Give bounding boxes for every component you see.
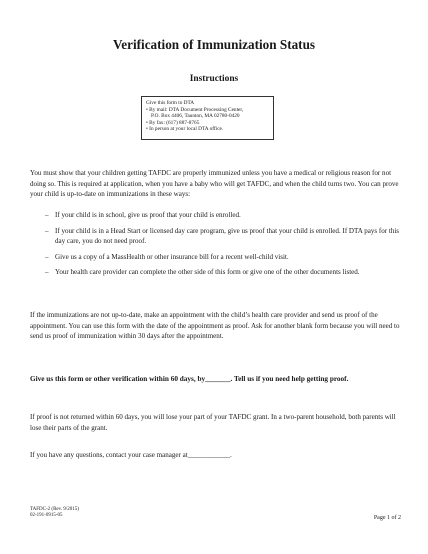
- box-line: Give this form to DTA: [146, 100, 195, 106]
- list-item-text: Your health care provider can complete the other side of this form or give one of the other documents listed.: [55, 268, 360, 277]
- not-up-to-date-paragraph: If the immunizations are not up-to-date, make an appointment with the child’s health care provider and send us proof of the appointment. You can use this form with the date of the appointment as proof. Ask for another blank form because you will need to send us proof of immunization within 30 days after the appointment.: [30, 311, 400, 341]
- questions-paragraph: If you have any questions, contact your case manager at____________.: [30, 451, 232, 459]
- submission-info-box: [141, 96, 274, 140]
- box-line: • By mail: DTA Document Processing Center,: [146, 106, 244, 113]
- form-id: TAFDC-2 (Rev. 9/2015): [30, 507, 79, 512]
- dash-marker: –: [45, 268, 49, 277]
- page-title: Verification of Immunization Status: [112, 37, 316, 52]
- list-item: [45, 252, 400, 263]
- box-line: P.O. Box 4406, Taunton, MA 02780-0420: [151, 113, 240, 120]
- section-heading-instructions: Instructions: [189, 74, 239, 84]
- dash-marker: –: [45, 226, 49, 235]
- list-item: [45, 267, 400, 278]
- box-line: • In person at your local DTA office.: [146, 126, 224, 133]
- consequence-paragraph: If proof is not returned within 60 days, you will lose your part of your TAFDC grant. In a two-parent household, both parents will lose their parts of the grant.: [30, 413, 396, 432]
- dash-marker: –: [45, 252, 49, 261]
- deadline-paragraph: Give us this form or other verification within 60 days, by_______. Tell us if you need help getting proof.: [30, 375, 349, 383]
- form-code: 02-191-0915-05: [30, 513, 63, 519]
- dash-marker: –: [45, 211, 49, 219]
- proof-options-list: [45, 210, 400, 283]
- list-item-text: If your child is in school, give us proof that your child is enrolled.: [55, 211, 241, 219]
- form-identifier: [30, 507, 79, 520]
- list-item-text: If your child is in a Head Start or licensed day care program, give us proof that your child is enrolled. If DTA pays for this day care, you do not need proof.: [55, 226, 400, 246]
- box-line: • By fax: (617) 887-8765: [146, 119, 200, 126]
- intro-paragraph: You must show that your children getting TAFDC are properly immunized unless you have a medical or religious reason for not doing so. This is required at application, when you have a baby who will get TAFDC, and when the child turns two. You can prove your child is up-to-date on immunizations in these ways:: [30, 169, 399, 199]
- list-item: [45, 226, 400, 247]
- page-number: Page 1 of 2: [373, 515, 401, 521]
- list-item-text: Give us a copy of a MassHealth or other insurance bill for a recent well-child visit.: [55, 252, 289, 261]
- list-item: [45, 210, 400, 221]
